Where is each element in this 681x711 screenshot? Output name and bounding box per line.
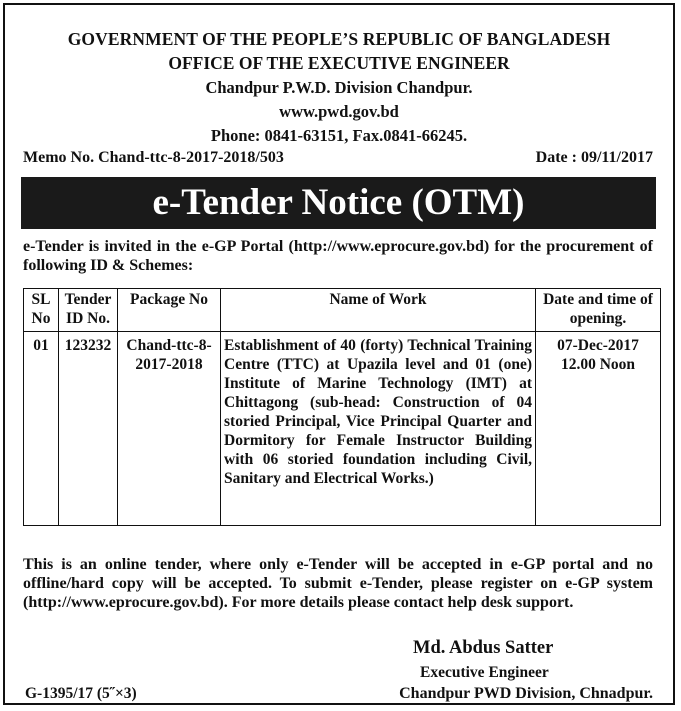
header-tender-id: Tender ID No.: [59, 289, 118, 332]
contact-text: Phone: 0841-63151, Fax.0841-66245.: [210, 126, 468, 145]
government-heading: GOVERNMENT OF THE PEOPLE’S REPUBLIC OF BANGLADESH: [67, 29, 611, 49]
cell-work: Establishment of 40 (forty) Technical Training Centre (TTC) at Upazila level and 01 (one) Institute of Marine Technology (IMT) at Chittagong (sub-head: Construction of 04 storied Principal, Vice Principal Quarter and Dormitory for Female Instructor Building with 06 storied foundation including Civil, Sanitary and Electrical Works.): [221, 332, 536, 526]
header-work: Name of Work: [221, 289, 536, 332]
table-row: [24, 332, 661, 526]
header-sl: SL No: [24, 289, 59, 332]
opening-date: 07-Dec-2017: [557, 337, 639, 354]
tender-notice: [3, 3, 675, 705]
website-text: www.pwd.gov.bd: [279, 102, 399, 121]
cell-package: Chand-ttc-8-2017-2018: [118, 332, 221, 526]
cell-date: [536, 332, 661, 526]
signatory-name: Md. Abdus Satter: [413, 638, 554, 658]
header-package: Package No: [118, 289, 221, 332]
table-header-row: [24, 289, 661, 332]
cell-tender-id: 123232: [59, 332, 118, 526]
cell-sl: 01: [24, 332, 59, 526]
reference-number: G-1395/17 (5˝×3): [25, 685, 137, 702]
division-heading: Chandpur P.W.D. Division Chandpur.: [205, 78, 473, 97]
notice-title: e-Tender Notice (OTM): [21, 177, 656, 229]
signatory-designation: Executive Engineer: [420, 664, 549, 681]
notice-date: Date : 09/11/2017: [535, 149, 653, 166]
memo-number: Memo No. Chand-ttc-8-2017-2018/503: [23, 149, 284, 166]
office-heading: OFFICE OF THE EXECUTIVE ENGINEER: [168, 53, 510, 73]
opening-time: 12.00 Noon: [560, 356, 636, 373]
tender-table: [23, 288, 661, 526]
footer-paragraph: This is an online tender, where only e-Tender will be accepted in e-GP portal and no offline/hard copy will be accepted. To submit e-Tender, please register on e-GP system (http://www.eprocure.gov.bd). For more details please contact help desk support.: [23, 556, 653, 611]
header-date: Date and time of opening.: [536, 289, 661, 332]
signatory-office: Chandpur PWD Division, Chnadpur.: [399, 685, 653, 702]
intro-paragraph: e-Tender is invited in the e-GP Portal (http://www.eprocure.gov.bd) for the procurement of following ID & Schemes:: [23, 238, 653, 274]
